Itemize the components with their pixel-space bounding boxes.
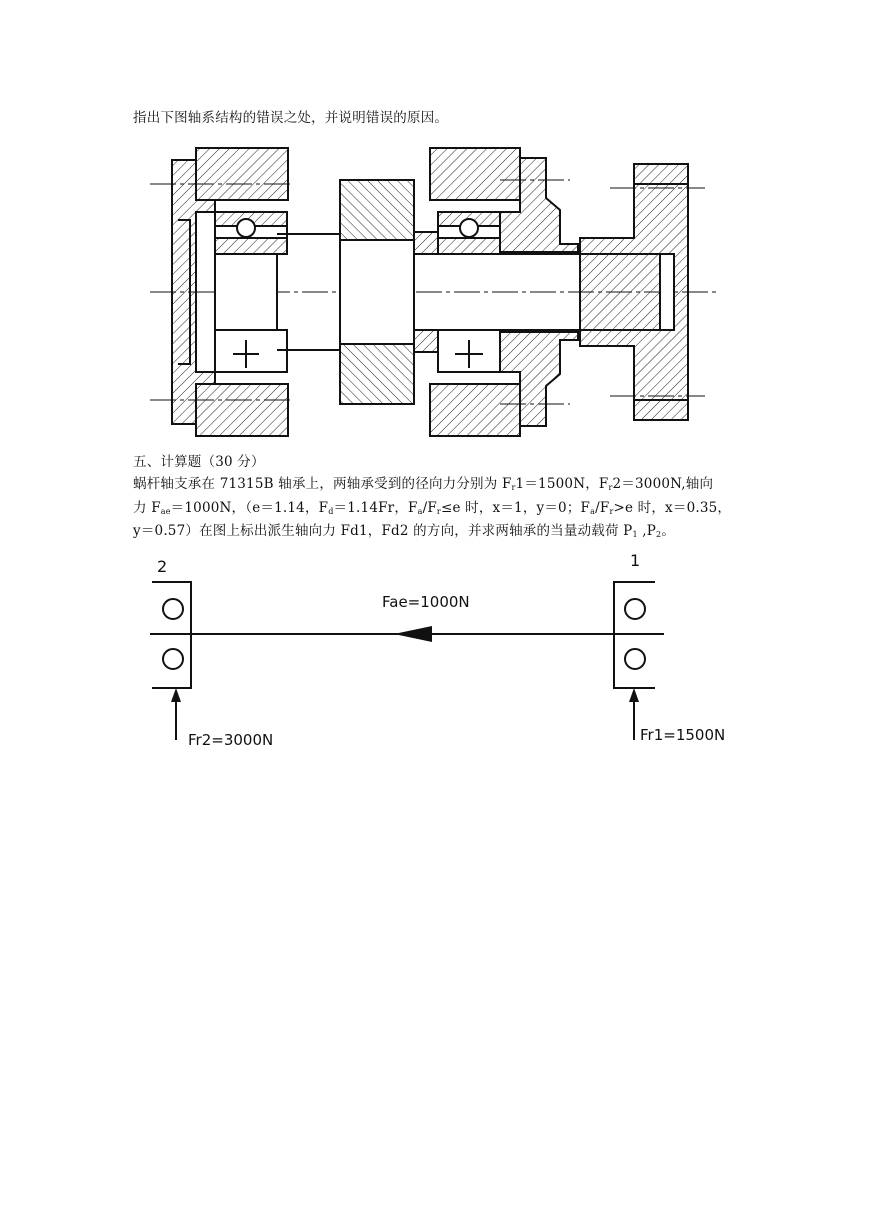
- text-segment: ≤e 时，x＝1，y＝0；F: [440, 500, 591, 516]
- text-segment: y＝0.57）在图上标出派生轴向力 Fd1，Fd2 的方向，并求两轴承的当量动载荷 P: [133, 523, 633, 539]
- subscript: ae: [160, 507, 171, 516]
- axial-force-label: Fae=1000N: [382, 593, 470, 611]
- bearing-2-ball-bottom: [163, 649, 183, 669]
- text-segment: ＝1.14Fr，F: [333, 500, 418, 516]
- text-segment: 蜗杆轴支承在 71315B 轴承上，两轴承受到的径向力分别为 F: [133, 476, 512, 492]
- bearing-1-ball-top: [625, 599, 645, 619]
- subscript: a: [417, 507, 423, 516]
- radial-force-label-1: Fr1=1500N: [640, 726, 726, 744]
- subscript: a: [590, 507, 596, 516]
- section-heading: 五、计算题（30 分）: [133, 454, 265, 470]
- subscript: d: [328, 507, 334, 516]
- text-segment: /F: [595, 500, 610, 516]
- subscript: r: [436, 507, 441, 516]
- text-segment: 。: [661, 523, 676, 539]
- shaft-assembly-drawing: [0, 140, 869, 450]
- text-segment: /F: [422, 500, 437, 516]
- axial-force-arrowhead: [394, 626, 432, 642]
- bearing-force-diagram: [0, 550, 869, 750]
- bearing-label-2: 2: [157, 557, 168, 576]
- text-segment: 1＝1500N，F: [515, 476, 609, 492]
- subscript: r: [511, 483, 516, 492]
- problem-text-line-2: [133, 496, 731, 516]
- text-segment: 2＝3000N,轴向: [612, 476, 714, 492]
- problem-text-line-3: [133, 519, 675, 539]
- radial-arrowhead-2: [171, 688, 181, 702]
- radial-force-label-2: Fr2=3000N: [188, 731, 274, 749]
- subscript: 2: [656, 530, 662, 539]
- bearing-1-ball-bottom: [625, 649, 645, 669]
- subscript: r: [608, 483, 613, 492]
- text-segment: ,P: [637, 523, 657, 539]
- bearing-2-ball-top: [163, 599, 183, 619]
- subscript: 1: [632, 530, 638, 539]
- bearing-label-1: 1: [630, 551, 641, 570]
- text-segment: >e 时，x＝0.35，: [613, 500, 732, 516]
- question-prompt: 指出下图轴系结构的错误之处，并说明错误的原因。: [133, 110, 449, 126]
- problem-text-line-1: [133, 472, 713, 492]
- text-segment: 力 F: [133, 500, 161, 516]
- subscript: r: [609, 507, 614, 516]
- text-segment: ＝1000N，（e＝1.14，F: [170, 500, 329, 516]
- radial-arrowhead-1: [629, 688, 639, 702]
